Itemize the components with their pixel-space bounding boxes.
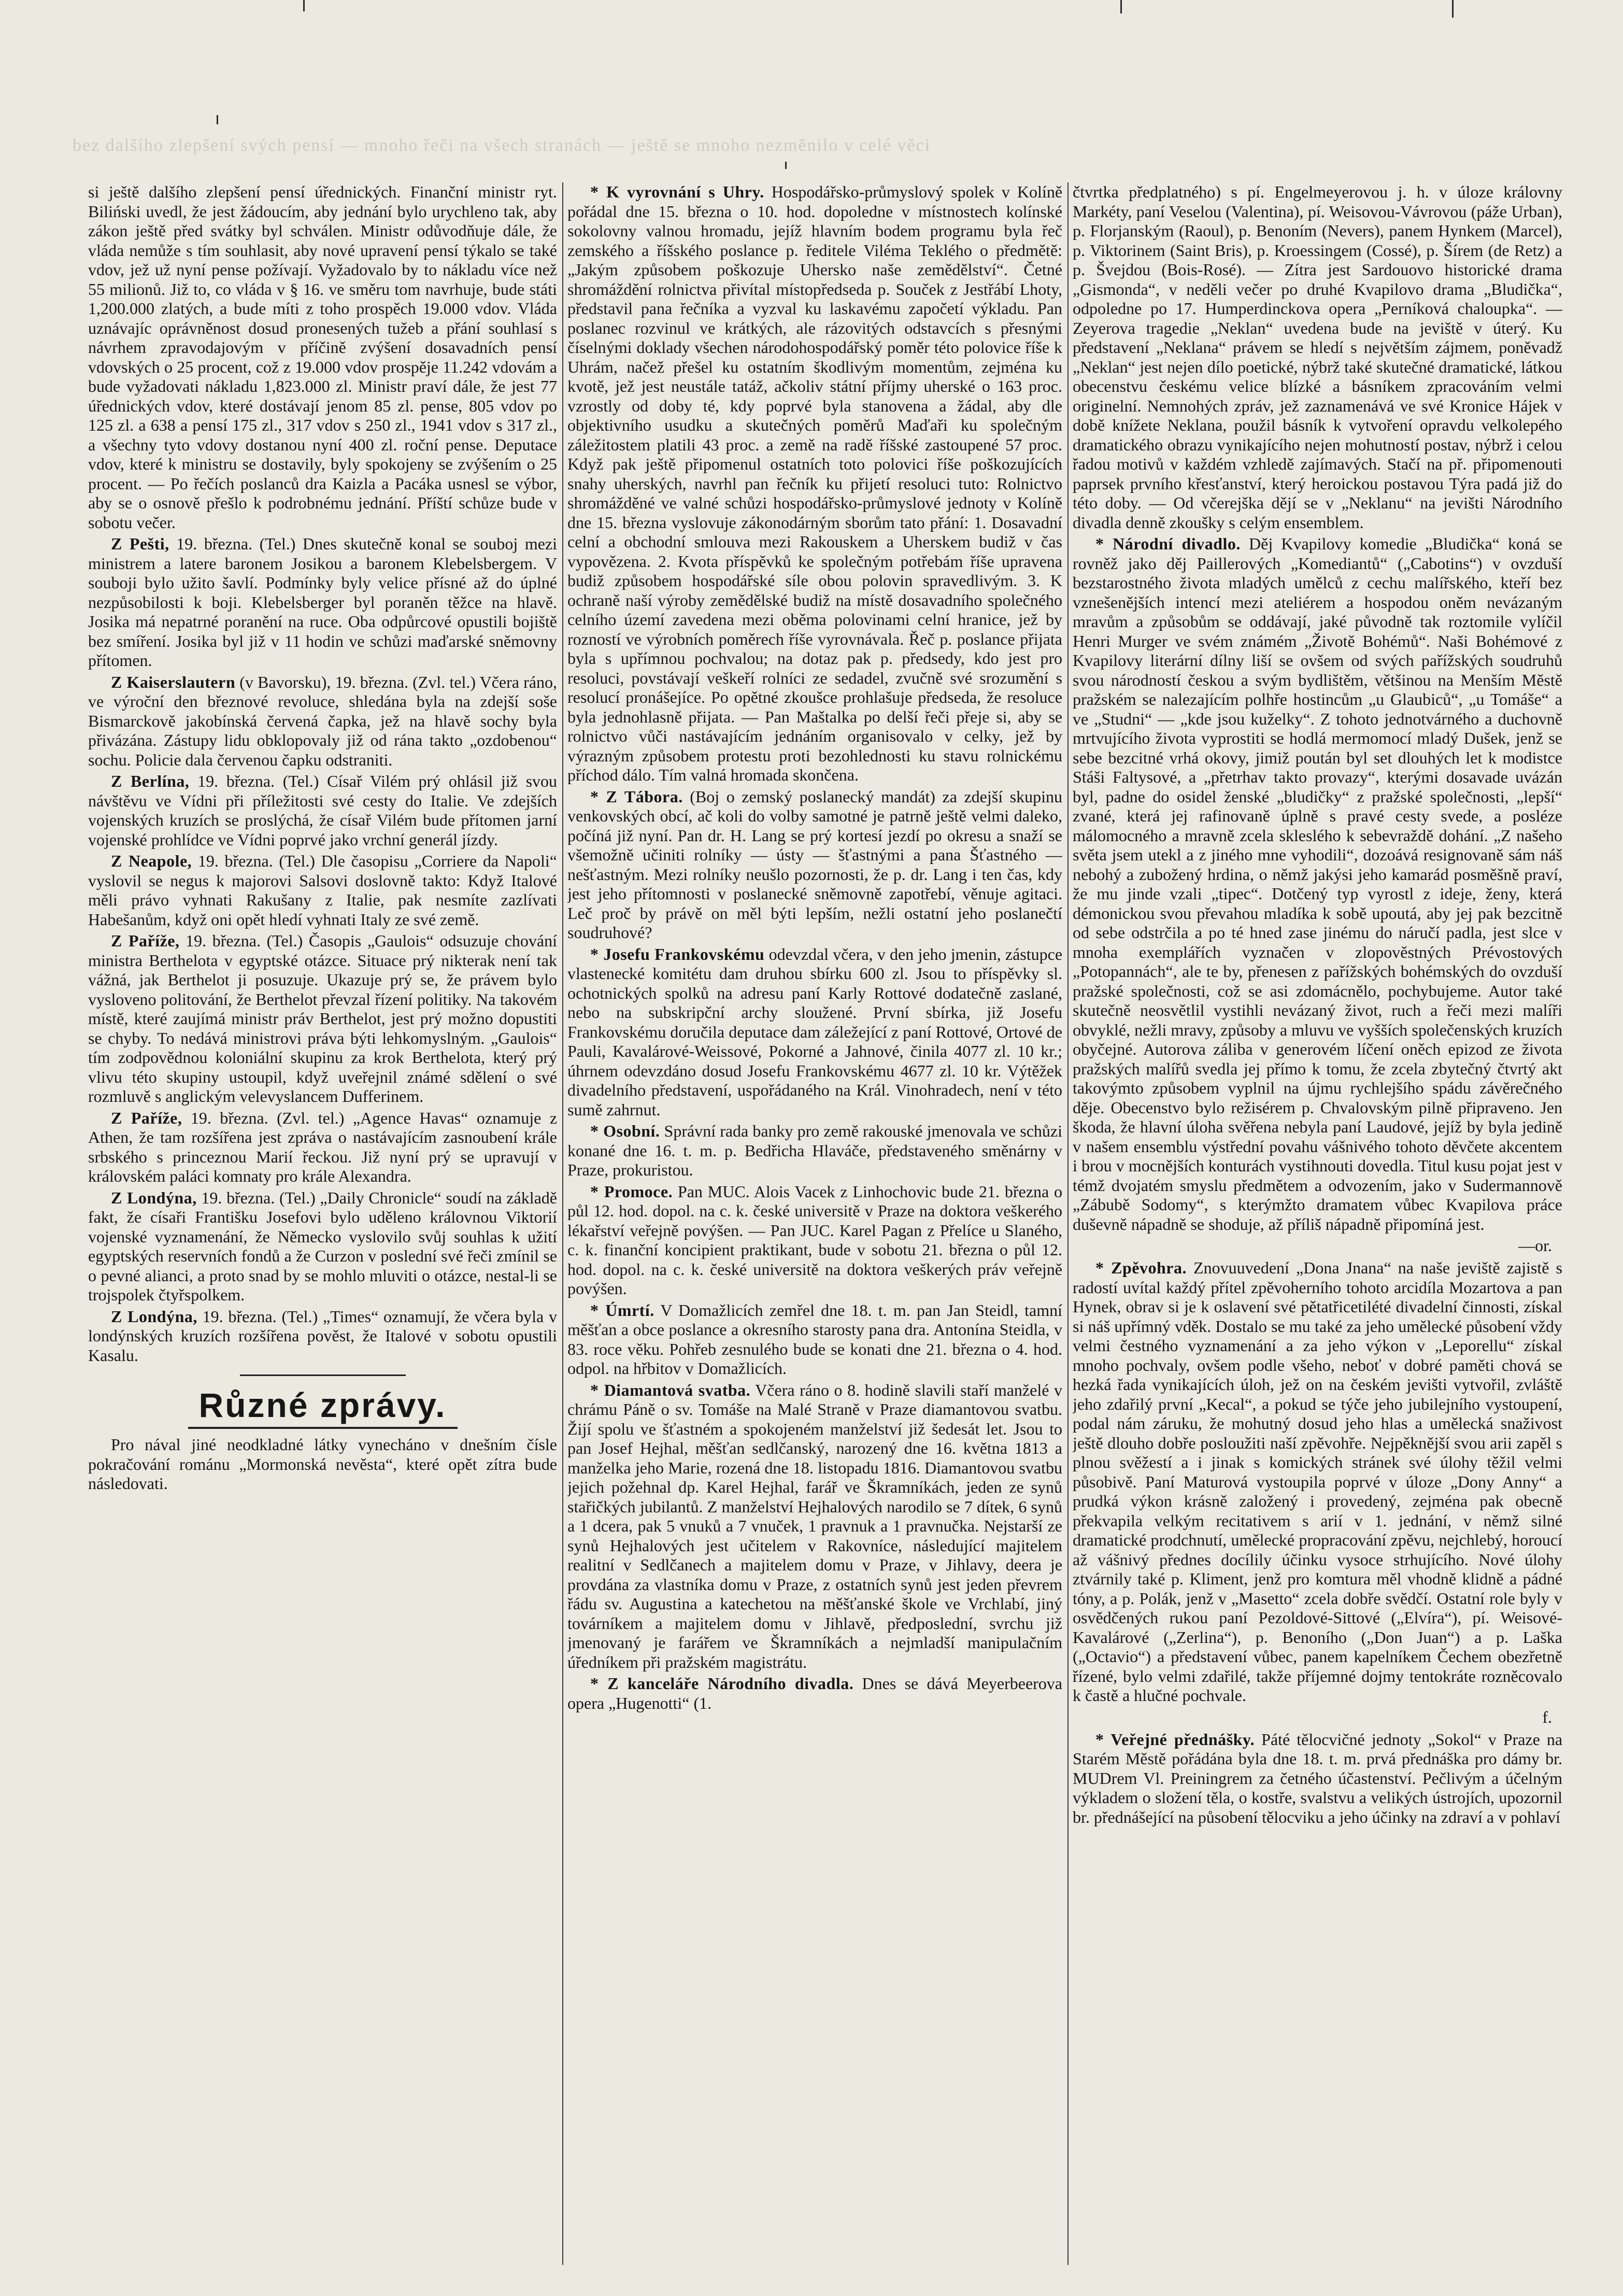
- article-paragraph: [1073, 1258, 1562, 1706]
- article-paragraph: [88, 673, 557, 770]
- article-lead: * Promoce.: [590, 1182, 673, 1201]
- article-text: Pan MUC. Alois Vacek z Linhochovic bude 21. března o půl 12. hod. dopol. na c. k. české universitě v Praze na doktora veškerého lékařství veřejně povýšen. — Pan JUC. Karel Pagan z Přelíce u Slaného, c. k. finanční koncipient praktikant, bude v sobotu 21. března o půl 12. hod. dopol. na c. k. české universitě na doktora veškerých práv veřejně povýšen.: [567, 1182, 1062, 1298]
- margin-tick-mark: [303, 0, 305, 11]
- article-paragraph: [1073, 1730, 1562, 1827]
- article-paragraph: [567, 1301, 1062, 1379]
- section-divider: [240, 1374, 406, 1376]
- article-paragraph: [88, 1109, 557, 1186]
- article-paragraph: [567, 1182, 1062, 1299]
- article-paragraph: [88, 182, 557, 532]
- article-text: si ještě dalšího zlepšení pensí úřednických. Finanční ministr ryt. Biliński uvedl, že jest žádoucím, aby jednání bylo urychleno tak, aby zákon ještě před svátky byl schválen. Ministr odůvodňuje dále, že vláda nemůže s tím souhlasit, aby nové upravení pensí týkalo se také vdov, jež už nyní pense požívají. Vyžadovalo by to nákladu více než 55 milionů. Již to, co vláda v § 16. ve směru tom navrhuje, bude státi 1,200.000 zlatých, a bude míti z toho prospěch 19.000 vdov. Vláda uznávajíc oprávněnost dosud pronesených tužeb a přání souhlasí s návrhem zpravodajovým v příčině zvýšení dosavadních pensí vdovských o 25 procent, což z 19.000 vdov prospěje 11.242 vdovám a bude vyžadovati nákladu 1,823.000 zl. Ministr praví dále, že jest 77 úřednických vdov, které dostávají jenom 85 zl. pense, 805 vdov po 125 zl. a 638 a pensí 175 zl., 317 vdov s 250 zl., 1941 vdov s 317 zl., a všechny tyto vdovy dostanou nyní 400 zl. roční pense. Deputace vdov, které k ministru se dostavily, byly spokojeny se zvýšením o 25 procent. — Po řečích poslanců dra Kaizla a Pacáka usnesl se výbor, aby se o osnově přešlo k podrobnému jednání. Příští schůze bude v sobotu večer.: [88, 182, 557, 532]
- article-text: Páté tělocvičné jednoty „Sokol“ v Praze na Starém Městě pořádána byla dne 18. t. m. prvá přednáška pro dámy br. MUDrem Vl. Preiningrem za četného účastenství. Pečlivým a účelným výkladem o složení těla, o kostře, svalstvu a velikých ústrojích, upozornil br. přednášející na působení tělocviku a jeho účinky na zdraví a v pohlaví: [1073, 1730, 1562, 1826]
- article-paragraph: [567, 182, 1062, 785]
- article-lead: * Josefu Frankovskému: [590, 944, 765, 963]
- article-text: Včera ráno o 8. hodině slavili staří manželé v chrámu Páně o sv. Tomáše na Malé Straně v Praze diamantovou svatbu. Žijí spolu ve šťastném a spokojeném manželství již šedesát let. Jsou to pan Josef Hejhal, měšťan sedlčanský, narozený dne 16. května 1813 a manželka jeho Marie, rozená dne 18. listopadu 1816. Diamantovou svatbu jejich požehnal dp. Karel Hejhal, farář ve Škramníkách, jeden ze synů stařičkých jubilantů. Z manželství Hejhalových narodilo se 7 dítek, 6 synů a 1 dcera, pak 5 vnuků a 7 vnuček, 1 pravnuk a 1 pravnučka. Nejstarší ze synů Hejhalových jest učitelem v Rakovníce, následující majitelem realitní v Sedlčanech a majitelem domu v Praze, v Jihlavy, deera je provdána za vlastníka domu v Praze, z ostatních synů jest jeden převrem řádu sv. Augustina a katechetou na měšťanské škole ve Vrchlabí, jiný továrníkem a majitelem domu v Jihlavě, předposlední, svrchu již jmenovaný je farářem ve Škramníkách a nejmladší manipulačním úředníkem při pražském magistrátu.: [567, 1380, 1062, 1671]
- article-lead: * Zpěvohra.: [1095, 1258, 1187, 1277]
- article-lead: * K vyrovnání s Uhry.: [590, 182, 764, 201]
- article-paragraph: [88, 1188, 557, 1305]
- article-text: 19. března. (Tel.) Časopis „Gaulois“ odsuzuje chování ministra Berthelota v egyptské otázce. Situace prý nikterak není tak vážná, jak Berthelot ji posuzuje. Ukazuje prý se, že právem bylo vysloveno politování, že Berthelot převzal řízení politiky. Na takovém místě, které zaujímá ministr práv Berthelot, jest prý možno dopustiti se chyby. To nedává ministrovi práva býti lehkomyslným. „Gaulois“ tím zodpovědnou koloniální skupinu za krok Berthelota, který prý vlivu této skupiny ustoupil, když uveřejnil známé sdělení o své rozmluvě s anglickým velevyslancem Dufferinem.: [88, 931, 557, 1106]
- show-through-text: bez dalšího zlepšení svých pensí — mnoho řeči na všech stranách — ještě se mnoho nezměnilo v celé věci: [73, 136, 931, 155]
- article-text: (Boj o zemský poslanecký mandát) za zdejší skupinu venkovských obcí, ač koli do volby samotné je patrně ještě velmi daleko, počíná již nyní. Pan dr. H. Lang se prý kortesí jezdí po okresu a snaží se všemožně učiniti rolníky — ústy — šťastnými a pana Šťastného — nešťastným. Mezi rolníky neušlo pozornosti, že p. dr. Lang i ten čas, kdy jest jeho přítomnosti v poslanecké sněmovně zapotřebí, věnuje agitaci. Leč proč by právě on měl býti lepším, nežli ostatní jeho poslanečtí soudruhové?: [567, 787, 1062, 942]
- article-lead: * Z Tábora.: [590, 787, 683, 806]
- article-paragraph: [88, 1435, 557, 1494]
- article-text: Děj Kvapilovy komedie „Bludička“ koná se rovněž jako děj Paillerových „Komediantů“ („Cabotins“) v ovzduší bezstarostného života mladých umělců z cechu malířského, kteří bez vznešenějších intencí mezi ateliérem a hospodou oněm nevázaným mravům a způsobům se oddávají, jaké původně tak roztomile vylíčil Henri Murger ve svém známém „Životě Bohémů“. Naši Bohémové z Kvapilovy literární dílny liší se ovšem od svých pařížských soudruhů svou národností českou a svým bydlištěm, většinou na Menším Městě pražském se nalezajícím polhře hostincům „u Glaubiců“, „u Tomáše“ a ve „Studni“ — „kde jsou kuželky“. Z tohoto jednotvárného a duchovně mrtvujícího života vyprostiti se hodlá mermomocí mladý Dušek, jenž se sebe bezcitné vrhá okovy, jimiž poután byl set dlouhých let k modistce Stáši Faltysové, a „přetrhav takto provazy“, kterými dosavade uvázán byl, padne do osidel ženské „bludičky“ z pražské společnosti, „lepší“ zvané, která jej rafinovaně úplně s pravé cesty svede, a posléze málomocného a mravně zcela skleslého k sebevraždě dohání. „Z našeho světa jsem utekl a z jiného mne vyhodili“, dozoává resignovaně sám náš nebohý a zubožený hrdina, o němž jakýsi jeho kamarád posměšně praví, že mu jinde vzali „tipec“. Dotčený typ vyrostl z ideje, ženy, která démonickou svou převahou mladíka k sobě upoutá, aby jej pak bezcitně od sebe odstrčila a po té hned zase jinému do náručí padla, jest slce v mnoha exemplářích vyznačen v zlopověstných Prévostových „Potopannách“, ale te by, přenesen z pařížských bohémských do ovzduší pražské společnosti, což se asi zdomácnělo, pochybujeme. Autor také skutečně neosvětlil vystihli nevázaný život, ruch a řeči mezi malíři obvyklé, nežli mravy, způsoby a mluvu ve vyšších společenských kruzích obyčejné. Autorova záliba v generovém líčení oněch epizod ze života pražských malířů svedla jej přímo k tomu, že zcela zbytečný čtvrtý akt takovýmto způsobem vyplnil na újmu rychlejšího spádu závěrečného děje. Obecenstvo bylo režisérem p. Chvalovským pilně připraveno. Jen škoda, že hlavní úloha svěřena nebyla paní Laudové, jejíž by byla jedině v našem ensemblu výstřední povahu vášnivého tohoto děvčete akcentem i brou v mocnějších konturách vystihnouti dovedla. Titul kusu pojat jest v témž dvojatém smyslu předmětem a odvozením, jako v Sudermannově „Zábubě Sodomy“, s kterýmžto dramatem vůbec Kvapilova práce duševně nápadně se shoduje, až příliš nápadně připomíná jest.: [1073, 534, 1562, 1234]
- article-paragraph: [567, 1381, 1062, 1673]
- article-text: 19. března. (Tel.) „Daily Chronicle“ soudí na základě fakt, že císaři Františku Josefovi bylo uděleno královnou Viktorií vojenské vyznamenání, že Německo vyslovilo svůj souhlas k užití egyptských reservních fondů a že Curzon v poslední své řeči zmínil se o pevné alianci, a proto snad by se mohlo mluviti o otázce, nestal-li se trojspolek čtyřspolkem.: [88, 1188, 557, 1304]
- article-lead: * Osobní.: [590, 1122, 660, 1140]
- article-lead: Z Berlína,: [111, 772, 190, 790]
- article-paragraph: [88, 534, 557, 671]
- article-text: Hospodářsko-průmyslový spolek v Kolíně pořádal dne 15. března o 10. hod. dopoledne v místnostech kolínské sokolovny valnou hromadu, jejíž hlavním bodem programu byla řeč zemského a říšského poslance p. ředitele Viléma Teklého o předmětě: „Jakým způsobem poškozuje Uhersko naše zemědělství“. Četné shromáždění rolnictva přivítal místopředseda p. Souček z Jestřábí Lhoty, představil pana řečníka a vyzval ku laskavému započetí výkladu. Pan poslanec rozvinul ve krátkých, ale rázovitých odstavcích s přesnými číselnými doklady všechen národohospodářský poměr této polovice říše k Uhrám, načež přešel ku ostatním škodlivým momentům, zejména ku kvotě, jež jest neustále tatáž, ačkoliv státní příjmy uherské o 163 proc. vzrostly od doby té, kdy poprvé byla stanovena a žádal, aby dle objektivního usudku a skutečných poměrů Maďaři ku společným záležitostem platili 43 proc. a země na radě říšské zastoupené 57 proc. Když pak ještě připomenul ostatních toto polovici říše poškozujících snahy uherských, navrhl pan řečník ku přijetí resoluci tuto: Rolnictvo shromážděné ve valné schůzi hospodářsko-průmyslové jednoty v Kolíně dne 15. března vyslovuje zákonodárným sborům tato přání: 1. Dosavadní celní a obchodní smlouva mezi Rakouskem a Uherskem budiž v čas vypovězena. 2. Kvota příspěvků ke společným potřebám říše upravena budiž způsobem hospodářské síle obou polovin spravedlivým. 3. K ochraně naší výroby zemědělské budiž na místě dosavadního společného celního území zavedena mezi oběma polovinami celní hranice, jež by rozností ve výrobních poměrech říše vyrovnávala. Řeč p. poslance přijata byla s upřímnou pochvalou; na dotaz pak p. předsedy, kdo jest pro resoluci, povstávají veškeří rolníci ze sedadel, zvučně své srozumění s resolucí pronášejíce. Po opětné zkoušce prohlašuje předseda, že resoluce byla jednohlasně přijata. — Pan Maštalka po delší řeči přeje si, aby se rolnictvo vůči nastávajícím jednáním organisovalo v celky, jež by výrazným způsobem protestu proti bezohlednosti ku stavu rolnickému příchod dálo. Tím valná hromada skončena.: [567, 182, 1062, 784]
- article-lead: Z Londýna,: [111, 1307, 197, 1326]
- article-lead: * Národní divadlo.: [1095, 534, 1241, 553]
- article-lead: * Z kanceláře Národního divadla.: [590, 1674, 854, 1693]
- article-paragraph: [567, 1674, 1062, 1713]
- article-lead: Z Kaiserslautern: [111, 672, 236, 691]
- column-rule: [1067, 182, 1069, 2265]
- article-lead: * Veřejné přednášky.: [1095, 1730, 1255, 1749]
- article-text: (v Bavorsku), 19. března. (Zvl. tel.) Včera ráno, ve výroční den březnové revoluce, shledána byla na zdejší soše Bismarckově jakobínská červená čapka, jež na hlavě sochy byla přivázána. Zástupy lidu obklopovaly již od rána takto „ozdobenou“ sochu. Policie dala červenou čapku odstraniti.: [88, 672, 557, 769]
- article-text: 19. března. (Tel.) Císař Vilém prý ohlásil již svou návštěvu ve Vídni při příležitosti své cesty do Italie. Ve zdejších vojenských kruzích se proslýchá, že císař Vilém bude přítomen jarní vojenské prohlídce ve Vídni poprvé jako vrchní generál jízdy.: [88, 772, 557, 849]
- column-right: [1073, 182, 1562, 2275]
- margin-tick-mark: [785, 162, 787, 169]
- article-paragraph: [1073, 182, 1562, 532]
- article-lead: Z Pešti,: [111, 534, 169, 553]
- article-text: Správní rada banky pro země rakouské jmenovala ve schůzi konané dne 16. t. m. p. Bedřicha Hlaváče, představeného směnárny v Praze, prokuristou.: [567, 1122, 1062, 1179]
- article-lead: * Diamantová svatba.: [590, 1380, 751, 1399]
- column-middle: [567, 182, 1062, 2275]
- article-text: 19. března. (Tel.) Dnes skutečně konal se souboj mezi ministrem a latere baronem Josikou a baronem Klebelsbergem. V souboji bylo užito šavlí. Podmínky byly velice přísné až do úplné nezpůsobilosti k boji. Klebelsberger byl poraněn těžce na hlavě. Josika má nepatrné poranění na ruce. Oba odpůrcové opustili bojiště bez smíření. Josika byl již v 11 hodin ve schůzi maďarské sněmovny přítomen.: [88, 534, 557, 670]
- article-lead: Z Neapole,: [111, 852, 192, 870]
- article-text: 19. března. (Tel.) Dle časopisu „Corriere da Napoli“ vyslovil se negus k majorovi Salsovi doslovně takto: Když Italové měli právo vyhnati Rakušany z Italie, pak nesmíte zazlívati Habešanům, když oni opět hledí vyhnati Italy ze své země.: [88, 852, 557, 929]
- margin-tick-mark: [1452, 0, 1454, 18]
- article-paragraph: [88, 852, 557, 929]
- article-text: 19. března. (Tel.) „Times“ oznamují, že včera byla v londýnských kruzích rozšířena pověst, že Italové v sobotu opustili Kasalu.: [88, 1307, 557, 1365]
- author-signature: f.: [1542, 1707, 1552, 1726]
- article-paragraph: [88, 1307, 557, 1366]
- article-lead: Z Londýna,: [111, 1188, 197, 1207]
- article-text: odevzdal včera, v den jeho jmenin, zástupce vlastenecké komitétu dam druhou sbírku 600 zl. Jsou to příspěvky sl. ochotnických spolků na adresu paní Karly Rottové dodatečně zaslané, nebo na subskripční archy sloužené. První sbírka, již Josefu Frankovskému doručila deputace dam záležející z paní Rottové, Ortové de Pauli, Kavalárové-Weissové, Pokorné a Jahnové, činila 4077 zl. 10 kr.; úhrnem odevzdáno dosud Josefu Frankovskému 4677 zl. 10 kr. Výtěžek divadelního představení, uspořádaného na Král. Vinohradech, není v této sumě zahrnut.: [567, 944, 1062, 1119]
- article-lead: Z Paříže,: [111, 1108, 182, 1127]
- article-paragraph: [567, 1122, 1062, 1180]
- article-text: Dnes se dává Meyerbeerova opera „Hugenotti“ (1.: [567, 1674, 1062, 1712]
- article-lead: Z Paříže,: [111, 931, 180, 950]
- article-paragraph: [567, 945, 1062, 1120]
- article-text: 19. března. (Zvl. tel.) „Agence Havas“ oznamuje z Athen, že tam rozšířena jest zpráva o nastávajícím zasnoubení krále srbského s princeznou Marií řeckou. Již nyní prý se upravují v královském paláci komnaty pro krále Alexandra.: [88, 1108, 557, 1185]
- article-text: čtvrtka předplatného) s pí. Engelmeyerovou j. h. v úloze královny Markéty, paní Veselou (Valentina), pí. Weisovou-Vávrovou (páže Urban), p. Florjanským (Raoul), p. Benoním (Nevers), panem Hynkem (Marcel), p. Viktorinem (Saint Bris), p. Kroessingem (Cossé), p. Šírem (de Retz) a p. Švejdou (Bois-Rosé). — Zítra jest Sardouovo historické drama „Gismonda“, v neděli večer po druhé Kvapilovo drama „Bludička“, odpoledne po 17. Humperdinckova opera „Perníková chaloupka“. — Zeyerova tragedie „Neklan“ uvedena bude na jeviště v úterý. Ku představení „Neklana“ právem se hledí s největším zájmem, poněvadž „Neklan“ jest nejen dílo poetické, nýbrž také skutečné dramatické, látkou obecenstvu českému velice blízké a básníkem zpracováním velmi originelní. Nemnohých zpráv, jež zaznamenává ve své Kronice Hájek v době knížete Neklana, použil básník k vytvoření opravdu velkolepého dramatického obrazu vynikajícího nejen mohutností postav, nýbrž i celou řadou motivů v každém vzhledě zajímavých. Stačí na př. připomenouti paprsek prvního křesťanství, který heroickou postavou Týra padá již do této doby. — Od včerejška dějí se v „Neklanu“ na jevišti Národního divadla denně zkoušky s celým ensemblem.: [1073, 182, 1562, 532]
- article-text: Pro nával jiné neodkladné látky vynecháno v dnešním čísle pokračování románu „Mormonská nevěsta“, které opět zítra bude následovati.: [88, 1435, 557, 1493]
- margin-tick-mark: [1120, 0, 1122, 13]
- article-text: Znovuuvedení „Dona Jnana“ na naše jeviště zajistě s radostí uvítal každý přítel zpěvoherního tohoto arcidíla Mozartova a pan Hynek, obrav si je k oslavení své pětatřicetilété divadelní činnosti, získal si náš upřímný vděk. Dostalo se mu také za jeho umělecké působení vždy velmi čestného vyznamenání a za jeho výkon v „Leporellu“ získal mnoho pochvaly, ovšem podle všeho, neboť v dobré paměti chová se hezká řada vynikajících úloh, jež on na českém jevišti vytvořil, zvláště jeho zdařilý první „Kecal“, a pokud se týče jeho jubilejního vystoupení, podal nám záruku, že mohutný dosud jeho hlas a umělecká snaživost ještě dlouho dobře posloužiti naší zpěvohře. Nejpěknější svou arii zapěl s plnou svěžestí a i jinak s komických stránek své úlohy těžil velmi působivě. Paní Maturová vystoupila poprvé v úloze „Dony Anny“ a prudká výkon krásně založený i provedený, zejména pak obecně překvapila velkým recitativem s arií v 1. jednání, v němž silné dramatické prodchnutí, umělecké propracování zpěvu, nejchlebý, horoucí až vášnivý přednes docílily účinku vysoce strhujícího. Nové úlohy ztvárnily také p. Kliment, jenž pro komtura měl vhodně klidně a pádné tóny, a p. Polák, jenž v „Masetto“ zcela dobře svědčí. Ostatní role byly v osvědčených rukou paní Pezoldové-Sittové („Elvíra“), pí. Weisové-Kavalárové („Zerlina“), p. Benoního („Don Juan“) a p. Laška („Octavio“) a představení vůbec, panem kapelníkem Čechem obezřetně řízené, bylo velmi zdařilé, takže příjemné dojmy tentokráte rozněcovalo k častě a hlučné pochvale.: [1073, 1258, 1562, 1705]
- column-rule: [562, 182, 563, 2265]
- article-lead: * Úmrtí.: [590, 1300, 654, 1320]
- article-paragraph: [1073, 534, 1562, 1234]
- article-paragraph: [88, 772, 557, 849]
- article-text: V Domažlicích zemřel dne 18. t. m. pan Jan Steidl, tamní měšťan a obce poslance a okresního starosty pana dra. Antonína Steidla, v 83. roce věku. Pohřeb zesnulého bude se konati dne 21. března o 4. hod. odpol. na hřbitov v Domažlicích.: [567, 1300, 1062, 1378]
- author-signature: —or.: [1518, 1236, 1552, 1255]
- article-paragraph: [567, 787, 1062, 943]
- article-paragraph: [88, 931, 557, 1107]
- section-heading: Různé zprávy.: [188, 1385, 458, 1429]
- margin-tick-mark: [217, 115, 218, 124]
- column-left: [88, 182, 557, 2275]
